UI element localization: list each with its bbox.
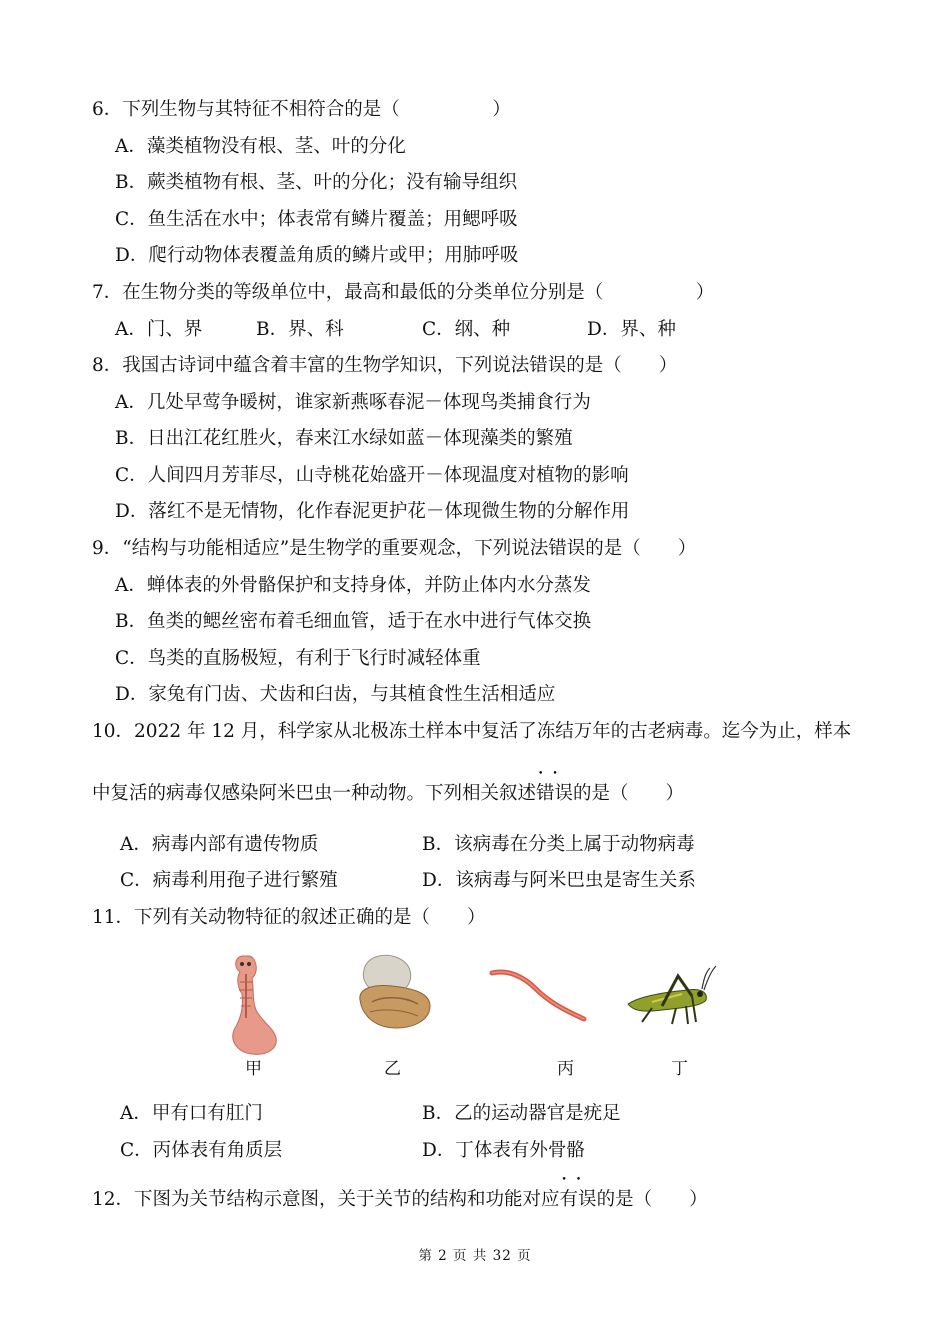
q8-option-b: B．日出江花红胜火，春来江水绿如蓝－体现藻类的繁殖 xyxy=(115,428,573,449)
q7-option-a: A．门、界 xyxy=(115,319,203,340)
q8-stem: 8．我国古诗词中蕴含着丰富的生物学知识，下列说法错误的是（ ） xyxy=(92,355,678,376)
q6-option-a: A．藻类植物没有根、茎、叶的分化 xyxy=(115,136,406,157)
grasshopper-icon xyxy=(622,962,718,1032)
q10-stem-line2: 中复活的病毒仅感染阿米巴虫一种动物。下列相关叙述• • 错误的是（ ） xyxy=(92,782,684,806)
q11-option-c: C．丙体表有角质层 xyxy=(120,1140,283,1161)
q11-stem: 11．下列有关动物特征的叙述正确的是（ ） xyxy=(92,907,486,928)
q10-option-b: B．该病毒在分类上属于动物病毒 xyxy=(422,834,695,855)
planarian-icon xyxy=(222,948,284,1060)
q7-stem: 7．在生物分类的等级单位中，最高和最低的分类单位分别是（ ） xyxy=(92,282,715,303)
q6-option-b: B．蕨类植物有根、茎、叶的分化；没有输导组织 xyxy=(115,172,518,193)
emphasis-word: • • 错误 xyxy=(536,782,573,806)
figure-label-ding: 丁 xyxy=(671,1059,688,1079)
q9-option-d: D．家兔有门齿、犬齿和臼齿，与其植食性生活相适应 xyxy=(115,684,556,705)
figure-label-jia: 甲 xyxy=(245,1059,262,1079)
q6-option-d: D．爬行动物体表覆盖角质的鳞片或甲；用肺呼吸 xyxy=(115,245,519,266)
q8-option-a: A．几处早莺争暖树，谁家新燕啄春泥－体现鸟类捕食行为 xyxy=(115,392,591,413)
q9-option-b: B．鱼类的鳃丝密布着毛细血管，适于在水中进行气体交换 xyxy=(115,611,592,632)
q10-option-c: C．病毒利用孢子进行繁殖 xyxy=(120,870,338,891)
q7-option-c: C．纲、种 xyxy=(422,319,511,340)
q8-option-d: D．落红不是无情物，化作春泥更护花－体现微生物的分解作用 xyxy=(115,501,630,522)
q9-option-a: A．蝉体表的外骨骼保护和支持身体，并防止体内水分蒸发 xyxy=(115,575,591,596)
q8-option-c: C．人间四月芳菲尽，山寺桃花始盛开－体现温度对植物的影响 xyxy=(115,465,629,486)
q10-stem-line1: 10．2022 年 12 月，科学家从北极冻土样本中复活了冻结万年的古老病毒。迄今为止，样本 xyxy=(92,721,852,742)
q6-option-c: C．鱼生活在水中；体表常有鳞片覆盖；用鳃呼吸 xyxy=(115,209,518,230)
q7-option-d: D．界、种 xyxy=(587,319,676,340)
q11-option-d: D．丁体表有外骨骼 xyxy=(422,1140,585,1161)
q9-stem: 9．“结构与功能相适应”是生物学的重要观念，下列说法错误的是（ ） xyxy=(92,538,697,559)
q11-option-a: A．甲有口有肛门 xyxy=(120,1103,263,1124)
figure-label-bing: 丙 xyxy=(557,1059,574,1079)
q10-option-d: D．该病毒与阿米巴虫是寄生关系 xyxy=(422,870,696,891)
clam-icon xyxy=(352,950,434,1032)
q9-option-c: C．鸟类的直肠极短，有利于飞行时减轻体重 xyxy=(115,648,481,669)
q6-stem: 6．下列生物与其特征不相符合的是（ ） xyxy=(92,99,511,120)
q10-option-a: A．病毒内部有遗传物质 xyxy=(120,834,319,855)
earthworm-icon xyxy=(488,965,590,1025)
q7-option-b: B．界、科 xyxy=(256,319,344,340)
emphasis-word: • • 有误 xyxy=(560,1188,597,1212)
page-footer: 第 2 页 共 32 页 xyxy=(418,1248,532,1264)
q12-stem: 12．下图为关节结构示意图，关于关节的结构和功能对应• • 有误的是（ ） xyxy=(92,1188,708,1212)
figure-label-yi: 乙 xyxy=(384,1059,401,1079)
q11-option-b: B．乙的运动器官是疣足 xyxy=(422,1103,621,1124)
